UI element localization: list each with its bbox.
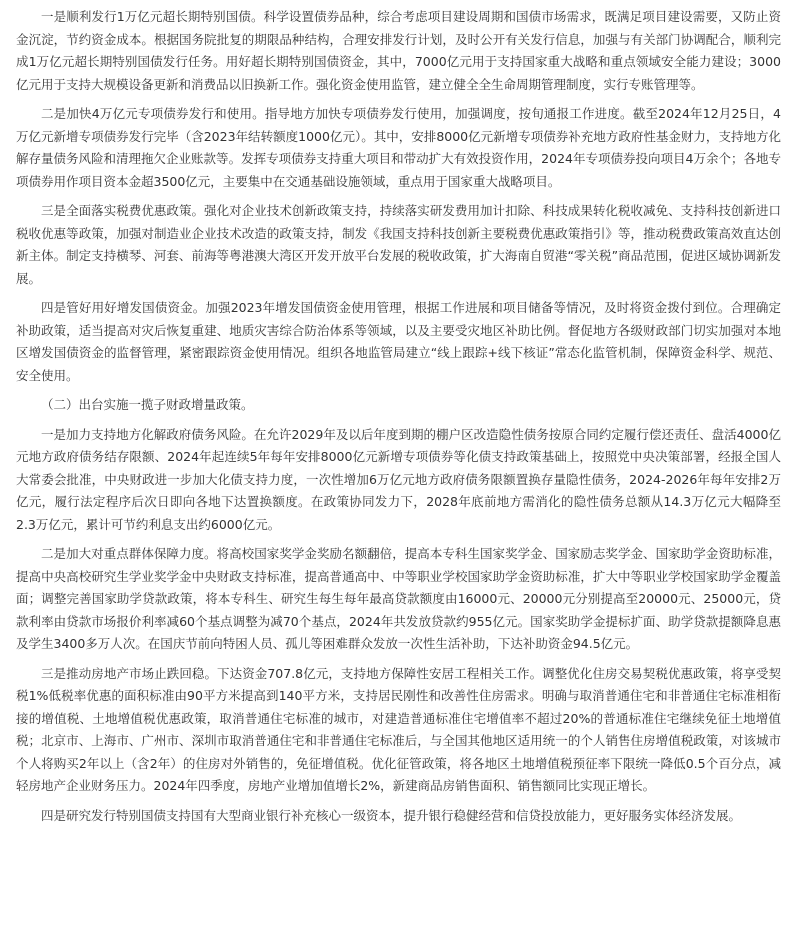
paragraph-bank-capital: 四是研究发行特别国债支持国有大型商业银行补充核心一级资本，提升银行稳健经营和信贷投放能力，更好服务实体经济发展。 [41,807,742,823]
paragraph-special-purpose-bonds: 二是加快4万亿元专项债券发行和使用。指导地方加快专项债券发行使用，加强调度，按旬通报工作进度。截至2024年12月25日，4万亿元新增专项债券发行完毕（含2023年结转额度1000亿元）。其中，安排8000亿元新增专项债券补充地方政府性基金财力，支持地方化解存量债务风险和清理拖欠企业账款等。发挥专项债券支持重大项目和带动扩大有效投资作用，2024年专项债券投向项目4万余个；各地专项债券用作项目资本金超3500亿元，主要集中在交通基础设施领域，重点用于国家重大战略项目。 [16,106,781,189]
section-heading-incremental-policies: （二）出台实施一揽子财政增量政策。 [41,397,254,412]
paragraph-special-treasury-bonds: 一是顺利发行1万亿元超长期特别国债。科学设置债券品种，综合考虑项目建设周期和国债市场需求，既满足项目建设需要，又防止资金沉淀，节约资金成本。根据国务院批复的期限品种结构，合理安排发行计划，及时公开有关发行信息，加强与有关部门协调配合，顺利完成1万亿元超长期特别国债发行任务。用好超长期特别国债资金，其中，7000亿元用于支持国家重大战略和重点领域安全能力建设；3000亿元用于支持大规模设备更新和消费品以旧换新工作。强化资金使用监管，建立健全全生命周期管理制度，实行专账管理等。 [16,9,781,92]
paragraph-additional-treasury-funds: 四是管好用好增发国债资金。加强2023年增发国债资金使用管理，根据工作进展和项目储备等情况，及时将资金拨付到位。合理确定补助政策，适当提高对灾后恢复重建、地质灾害综合防治体系等领域，以及主要受灾地区补助比例。督促地方各级财政部门切实加强对本地区增发国债资金的监督管理，紧密跟踪资金使用情况。组织各地监管局建立“线上跟踪+线下核证”常态化监管机制，保障资金科学、规范、安全使用。 [16,300,781,383]
paragraph-key-groups-support: 二是加大对重点群体保障力度。将高校国家奖学金奖励名额翻倍，提高本专科生国家奖学金、国家励志奖学金、国家助学金资助标准，提高中央高校研究生学业奖学金中央财政支持标准，提高普通高中、中等职业学校国家助学金资助标准，扩大中等职业学校国家助学金覆盖面；调整完善国家助学贷款政策，将本专科生、研究生每生每年最高贷款额度由16000元、20000元分别提高至20000元、25000元，贷款利率由贷款市场报价利率减60个基点调整为减70个基点，2024年共发放贷款约955亿元。国家奖助学金提标扩面、助学贷款提额降息惠及学生3400多万人次。在国庆节前向特困人员、孤儿等困难群众发放一次性生活补助，下达补助资金94.5亿元。 [16,546,781,651]
paragraph-local-debt-risk: 一是加力支持地方化解政府债务风险。在允许2029年及以后年度到期的棚户区改造隐性债务按原合同约定履行偿还责任、盘活4000亿元地方政府债务结存限额、2024年起连续5年每年安排8000亿元新增专项债券等化债支持政策基础上，按照党中央决策部署，经报全国人大常委会批准，中央财政进一步加大化债支持力度，一次性增加6万亿元地方政府债务限额置换存量隐性债务，2024-2026年每年安排2万亿元，履行法定程序后次日即向各地下达置换额度。在政策协同发力下，2028年底前地方需消化的隐性债务总额从14.3万亿元大幅降至2.3万亿元，累计可节约利息支出约6000亿元。 [16,426,781,532]
paragraph-real-estate-market: 三是推动房地产市场止跌回稳。下达资金707.8亿元，支持地方保障性安居工程相关工作。调整优化住房交易契税优惠政策，将享受契税1%低税率优惠的面积标准由90平方米提高到140平方米，支持居民刚性和改善性住房需求。明确与取消普通住宅和非普通住宅标准相衔接的增值税、土地增值税优惠政策，取消普通住宅标准的城市，对建造普通标准住宅增值率不超过20%的普通标准住宅继续免征土地增值税；北京市、上海市、广州市、深圳市取消普通住宅和非普通住宅标准后，与全国其他地区适用统一的个人销售住房增值税政策，对该城市个人将购买2年以上（含2年）的住房对外销售的，免征增值税。优化征管政策，将各地区土地增值税预征率下限统一降低0.5个百分点，减轻房地产企业财务压力。2024年四季度，房地产业增加值增长2%，新建商品房销售面积、销售额同比实现正增长。 [16,665,781,793]
paragraph-tax-incentives: 三是全面落实税费优惠政策。强化对企业技术创新政策支持，持续落实研发费用加计扣除、科技成果转化税收减免、支持科技创新进口税收优惠等政策，加强对制造业企业技术改造的政策支持，制发《我国支持科技创新主要税费优惠政策指引》等，推动税费政策高效直达创新主体。制定支持横琴、河套、前海等粤港澳大湾区开发开放平台发展的税收政策，扩大海南自贸港“零关税”商品范围，促进区域协调新发展。 [16,203,781,286]
